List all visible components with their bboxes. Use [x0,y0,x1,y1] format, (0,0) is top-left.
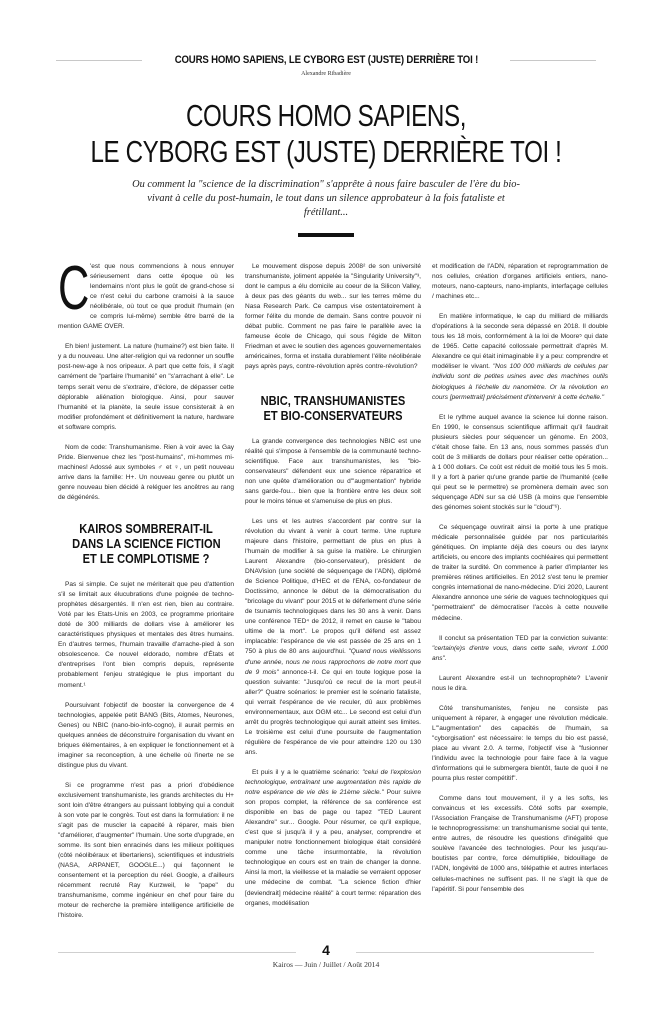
heading-line: ET BIO-CONSERVATEURS [263,407,403,423]
paragraph: Nom de code: Transhumanisme. Rien à voir avec la Gay Pride. Bienvenue chez les "post-humains", mi-hommes mi-machines! Adossé aux symboles ♂ et ♀, un petit nouveau arrive dans la famille: H+. Un nouveau genre ou plutôt un genre nouveau bien décidé à reléguer les ancêtres au rang de dégénérés. [58,443,234,501]
column-2 [245,262,421,919]
paragraph: Et le rythme auquel avance la science lui donne raison. En 1990, le consensus scientifique affirmait qu'il faudrait plusieurs siècles pour séquencer un génome. En 2003, c'était chose faite. En 13 ans, nous sommes passés d'un coût de 3 milliards de dollars pour réaliser cette opération... à 1 000 dollars. Ce coût est réduit de moitié tous les 5 mois. Il y a fort à parier qu'une grande partie de l'humanité (celle qui peut se le permettre) se promènera demain avec son séquençage ADN sur sa clé USB (à moins que l'ensemble des génomes soient stockés sur le "cloud"⁶). [432,413,608,512]
article-subtitle: Ou comment la "science de la discrimination" s'apprête à nous faire basculer de l'ère du bio-vivant à celle du post-humain, le tout dans un silence approbateur à la fois fataliste et frétillant... [132,179,520,218]
quote: "Quand nous vieillissons d'une année, nous ne nous rapprochons de notre mort que de 9 mois" [245,648,421,676]
paragraph [432,634,608,664]
paragraph-text: Pour suivre son propos complet, la référence de sa conférence est disponible en bas de page ou tapez "TED Laurent Alexandre" sur... Google. Pour résumer, ce qu'il explique, c'est que si jusqu'à il y a peu, analyser, comprendre et manipuler notre fonctionnement biologique était considéré comme une tâche insurmontable, la révolution technologique en cours est en train de changer la donne. Ainsi la mort, la vieillesse et la maladie se verraient opposer une médecine de combat. "La science fiction d'hier [deviendrait] médecine réalité" à court terme: réparation des organes, modélisation [245,789,421,907]
column-1 [58,254,234,932]
quote: "certain(e)s d'entre vous, dans cette salle, vivront 1.000 ans". [432,644,608,662]
paragraph [245,768,421,909]
header-rule-right [510,60,596,61]
paragraph: Eh bien! justement. La nature (humaine?) est bien faite. Il y a du nouveau. Une alter-religion qui va redonner un souffle post-new-age à nos oripeaux. A part que cette fois, il s'agit carrément de "parfaire l'humanité" en "s'arrachant à elle". Le temps serait venu de s'extraire, d'éclore, de dépasser cette déplorable aliénation biologique. Ainsi, pour sauver l'humanité et la planète, la seule issue consisterait à en modifier profondément et définitivement la nature, hardware et software compris. [58,343,234,431]
paragraph: Le mouvement dispose depuis 2008² de son université transhumaniste, joliment appelée la "Singularity University"³, dont le campus a élu domicile au coeur de la Silicon Valley, à deux pas des géants du web... sur les terres même du Nasa Research Park. Ce campus vise ostentatoirement à former l'élite du monde de demain. Sans contre pouvoir ni débat public. Comment ne pas faire le parallèle avec la fameuse école de Chicago, qui sous l'égide de Milton Friedman et avec le soutien des agences gouvernementales américaines, forma et installa durablement l'élite néolibérale pays après pays, contre-révolution après contre-révolution? [245,263,421,371]
running-title: COURS HOMO SAPIENS, LE CYBORG EST (JUSTE) DERRIÈRE TOI ! [174,54,478,66]
paragraph-text: Les uns et les autres s'accordent par contre sur la révolution du vivant à venir à court terme. Une rupture majeure dans l'histoire, permettant de plus en plus à l'humain de modifier à sa guise la matière. Le chirurgien Laurent Alexandre (bio-conservateur), président de DNAVision (une société de séquençage de l'ADN), diplômé de Science Politique, d'HEC et de l'ENA, co-fondateur de Doctissimo, annonce le début de la démocratisation du "bricolage du vivant" pour 2015 et le déferlement d'une série de tsunamis technologiques dans les 30 ans à venir. Dans une conférence TED⁴ de 2012, il remet en cause le "tabou ultime de la mort". Le propos qu'il défend est assez implacable: l'espérance de vie est passée de 25 ans en 1 750 à plus de 80 ans aujourd'hui. [245,517,421,656]
paragraph-text: Et puis il y a le quatrième scénario: [252,768,360,776]
paragraph-text: 'est que nous commencions à nous ennuyer sérieusement dans cette époque où les lendemains n'ont plus le goût de grand-chose si ce n'est celui du carbone cramoisi à la sauce néolibérale, où tout ce que produit l'humain (en ce compris lui-même) semble être barré de la mention GAME OVER. [58,263,234,331]
paragraph: Comme dans tout mouvement, il y a les softs, les convaincus et les excessifs. Côté softs par exemple, l'Association Française de Transhumanisme (AFT) propose le technoprogressisme: un transhumanisme social qui tente, entre autres, de résoudre les questions d'inégalité que soulève l'avancée des technologies. Pour les jusqu'au-boutistes par contre, force démultipliée, bidouillage de l'ADN, longévité de 1000 ans, télépathie et autres interfaces cellules-machines ne suffisent pas. Il ne s'agit là que de l'apéritif. Si pour l'ensemble des [432,795,608,893]
column-3 [432,262,608,905]
heading-line: ET LE COMPLOTISME ? [82,551,210,567]
paragraph: Si ce programme n'est pas a priori d'obédience exclusivement transhumaniste, les grands architectes du H+ sont loin d'être étrangers au puissant lobbying qui a conduit à son vote par le congrès. Tout est dans la formulation: il ne s'agit pas de muscler la capacité à réparer, mais bien "d'améliorer, d'augmenter" l'humain. Une sorte d'upgrade, en somme. Ils sont bien enracinés dans les milieux politiques (côté néolibéraux et libertariens), scientifiques et industriels (NASA, ARPANET, GOOGLE...) qui façonnent le consentement et la perception du réel. Google, a d'ailleurs récemment recruté Ray Kurzweil, le "pape" du transhumanisme, comme ingénieur en chef pour faire du moteur de recherche la première intelligence artificielle de l'histoire. [58,781,234,920]
paragraph-text: En matière informatique, le cap du milliard de milliards d'opérations à la seconde sera dépassé en 2018. Il double tous les 18 mois, conformément à la loi de Moore⁵ qui date de 1965. Cette capacité collossale permettrait d'après M. Alexandre ce qui était inimaginable il y a peu: comprendre et modéliser le vivant. [432,313,608,371]
paragraph: Poursuivant l'objectif de booster la convergence de 4 technologies, appelée petit BANG (Bits, Atomes, Neurones, Genes) ou NBIC (nano-bio-info-cogno), il aurait permis en quelques années de déconstruire l'organisation du vivant en briques élémentaires, à en expliquer le fonctionnement et à imaginer sa reconception, à une échelle où l'inerte ne se distingue plus du vivant. [58,701,234,769]
paragraph [432,312,608,402]
quote: "celui de l'explosion technologique, entraînant une augmentation très rapide de notre espérance de vie dès le 21ème siècle." [245,768,422,797]
heading-line: NBIC, TRANSHUMANISTES [260,392,406,408]
section-heading-kairos [58,521,234,566]
running-header [56,54,596,66]
drop-cap: C [58,254,90,323]
paragraph: et modification de l'ADN, réparation et reprogrammation de nos cellules, création d'organes artificiels entiers, nano-moteurs, nano-capteurs, nano-implants, interfaçage cellules / machines etc... [432,263,608,301]
section-heading-nbic [245,393,421,423]
article-title [0,98,652,170]
paragraph: La grande convergence des technologies NBIC est une réalité qui s'impose à l'ensemble de la communauté techno-scientifique. Face aux transhumanistes, les "bio-conservateurs" défendent eux une science réparatrice et non une quête d'amélioration ou d'"augmentation" hybride sans garde-fou... bien que la frontière entre les deux soit pour le moins ténue et s'amenuise de plus en plus. [245,437,421,505]
title-line-2: LE CYBORG EST (JUSTE) DERRIÈRE TOI ! [90,134,562,169]
author-name: Alexandre Ribadière [301,71,351,77]
paragraph [58,254,234,332]
paragraph: Côté transhumanistes, l'enjeu ne consiste pas uniquement à réparer, à engager une révolution médicale. L'"augmentation" des capacités de l'humain, sa "cyborgisation" est nécessaire: le temps du bio est passé, place au vivant 2.0. A terme, l'objectif vise à "fusionner l'individu avec la technologie pour faire face à la vague d'informations qui le submergera bientôt, faute de quoi il ne pourra plus rester compétitif". [432,704,608,783]
heading-line: DANS LA SCIENCE FICTION [72,536,221,552]
paragraph: Pas si simple. Ce sujet ne mériterait que peu d'attention s'il se limitait aux élucubrations d'une poignée de techno-prophètes désargentés. Il n'en est rien, bien au contraire. Voté par les Etats-Unis en 2003, ce programme prioritaire doté de 300 milliards de dollars vise à améliorer les caractéristiques physiques et mentales des êtres humains. En d'autres termes, l'humain travaille d'arrache-pied à son obsolescence. Ce nouvel eldorado, nombre d'États et d'entreprises l'ont bien compris depuis, représente probablement l'enjeu stratégique le plus important du moment.¹ [58,581,234,689]
title-divider-bar [298,233,354,237]
title-line-1: COURS HOMO SAPIENS, [185,98,467,133]
header-rule-left [56,60,142,61]
paragraph-text: annonce-t-il. Ce qui en toute logique pose la question suivante: "Jusqu'où ce recul de la mort peut-il aller?" Quatre scénarios: le premier est le scénario fataliste, qui verrait l'espérance de vie reculer, dû aux problèmes environnementaux, aux OGM etc... Le second est celui d'un arrêt du progrès technologique qui aurait atteint ses limites. Le troisième est celui d'une poursuite de l'augmentation régulière de l'espérance de vie pour atteindre 120 ou 130 ans. [245,668,421,756]
page-number: 4 [322,942,330,958]
paragraph-text: Il conclut sa présentation TED par la conviction suivante: [439,634,608,642]
heading-line: KAIROS SOMBRERAIT-IL [79,521,213,537]
paragraph [245,517,421,758]
quote: "Nos 100 000 milliards de cellules par individu sont de petites usines avec des machines outils biologiques à l'échelle du nanomètre. Or la révolution en cours [permettrait] précisément d'intervenir à cette échelle." [432,363,608,401]
paragraph: Ce séquençage ouvrirait ainsi la porte à une pratique médicale personnalisée guidée par nos particularités génétiques. On implante déjà des coeurs ou des larynx artificiels, ou encore des implants cochléaires qui permettent de traiter la surdité. On commence à parler d'implanter les premières rétines artificielles. En 2012 s'est tenu le premier congrès international de nano-médecine. D'ici 2020, Laurent Alexandre annonce une série de vagues technologiques qui "permettraient" de démocratiser l'accès à cette nouvelle médecine. [432,524,608,622]
publication-info: Kairos — Juin / Juillet / Août 2014 [272,960,380,969]
paragraph: Laurent Alexandre est-il un technoprophète? L'avenir nous le dira. [432,674,608,692]
